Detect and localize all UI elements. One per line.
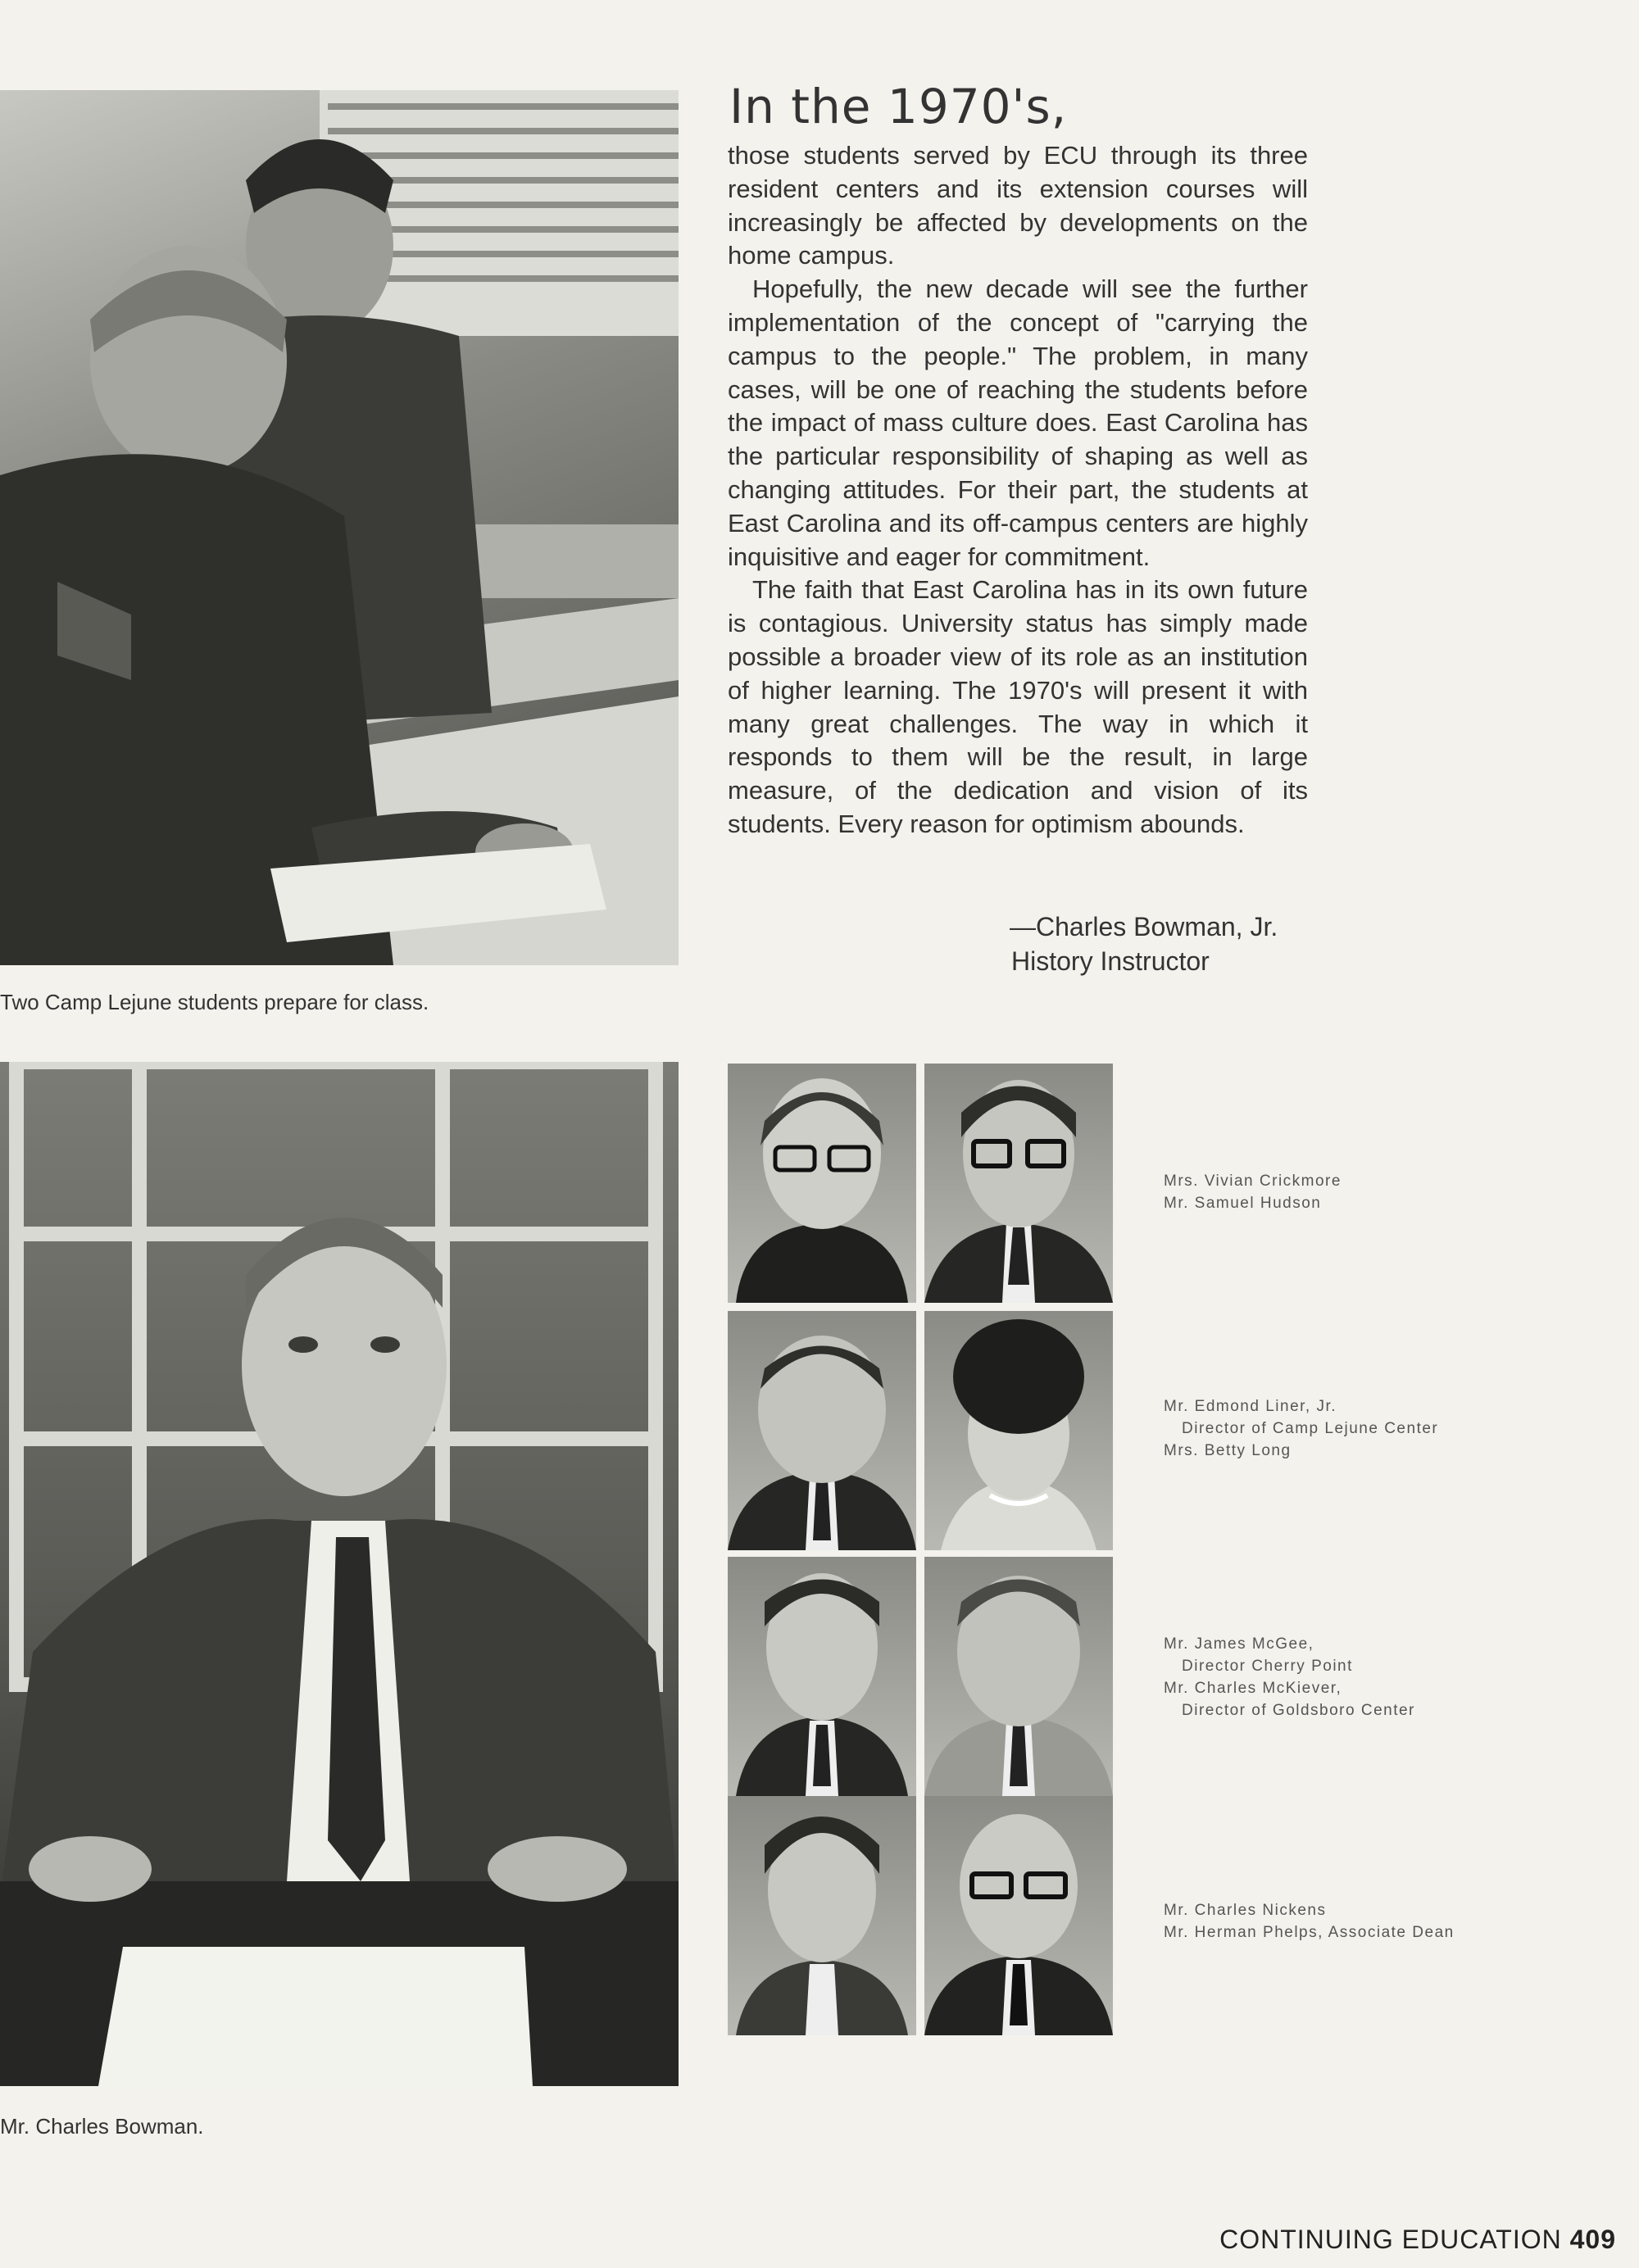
portrait-vivian-crickmore bbox=[728, 1064, 916, 1303]
portrait-illustration bbox=[728, 1557, 916, 1796]
portrait-illustration bbox=[924, 1064, 1113, 1303]
portrait-charles-mckiever bbox=[924, 1557, 1113, 1796]
page-footer bbox=[1219, 2225, 1616, 2255]
portrait-illustration bbox=[728, 1064, 916, 1303]
faculty-name: Mrs. Betty Long bbox=[1164, 1442, 1292, 1459]
photo-charles-bowman bbox=[0, 1062, 679, 2086]
faculty-title: Director of Camp Lejune Center bbox=[1182, 1420, 1439, 1437]
portrait-illustration bbox=[924, 1796, 1113, 2035]
portrait-illustration bbox=[728, 1311, 916, 1550]
names-row-3 bbox=[1164, 1633, 1415, 1721]
faculty-name: Mr. Samuel Hudson bbox=[1164, 1195, 1322, 1212]
essay-paragraph: Hopefully, the new decade will see the further implementation of the concept of "carrying the campus to the people." The problem, in many cases, will be one of reaching the students before the impact of mass culture does. East Carolina has the particular responsibility of shaping as well as changing attitudes. For their part, the students at East Carolina and its off-campus centers are highly inquisitive and eager for commitment. bbox=[728, 274, 1308, 571]
names-row-4 bbox=[1164, 1899, 1455, 1944]
faculty-title: Director of Goldsboro Center bbox=[1182, 1702, 1415, 1719]
essay-body bbox=[728, 139, 1308, 841]
essay-paragraph: The faith that East Carolina has in its own future is contagious. University status has simply made possible a broader view of its role as an institution of higher learning. The 1970's will present it with many great challenges. The way in which it responds to them will be the result, in large measure, of the dedication and vision of its students. Every reason for optimism abounds. bbox=[728, 575, 1308, 838]
author-title: History Instructor bbox=[1011, 946, 1210, 976]
faculty-name: Mr. Edmond Liner, Jr. bbox=[1164, 1398, 1337, 1415]
portrait-photo-illustration bbox=[0, 1062, 679, 2086]
portrait-herman-phelps bbox=[924, 1796, 1113, 2035]
names-row-2 bbox=[1164, 1395, 1438, 1462]
faculty-name: Mr. James McGee, bbox=[1164, 1635, 1314, 1653]
essay-paragraph: those students served by ECU through its three resident centers and its extension courses will increasingly be affected by developments on the home campus. bbox=[728, 141, 1308, 270]
names-row-1 bbox=[1164, 1170, 1342, 1214]
photo-camp-lejune-students bbox=[0, 90, 679, 965]
faculty-name: Mrs. Vivian Crickmore bbox=[1164, 1173, 1342, 1190]
portrait-samuel-hudson bbox=[924, 1064, 1113, 1303]
faculty-name: Mr. Herman Phelps, Associate Dean bbox=[1164, 1924, 1455, 1941]
portrait-illustration bbox=[924, 1557, 1113, 1796]
author-name: —Charles Bowman, Jr. bbox=[1010, 912, 1278, 941]
portrait-edmond-liner bbox=[728, 1311, 916, 1550]
portrait-illustration bbox=[728, 1796, 916, 2035]
portrait-james-mcgee bbox=[728, 1557, 916, 1796]
faculty-title: Director Cherry Point bbox=[1182, 1658, 1353, 1675]
section-title: CONTINUING EDUCATION bbox=[1219, 2225, 1562, 2254]
essay-signature bbox=[1010, 909, 1278, 978]
faculty-name: Mr. Charles McKiever, bbox=[1164, 1680, 1342, 1697]
page-number: 409 bbox=[1569, 2225, 1616, 2254]
portrait-illustration bbox=[924, 1311, 1113, 1550]
top-photo-caption: Two Camp Lejune students prepare for class. bbox=[0, 990, 429, 1014]
classroom-photo-illustration bbox=[0, 90, 679, 965]
bottom-photo-caption: Mr. Charles Bowman. bbox=[0, 2114, 204, 2139]
portrait-betty-long bbox=[924, 1311, 1113, 1550]
page-heading: In the 1970's, bbox=[729, 79, 1068, 134]
portrait-charles-nickens bbox=[728, 1796, 916, 2035]
faculty-name: Mr. Charles Nickens bbox=[1164, 1902, 1327, 1919]
